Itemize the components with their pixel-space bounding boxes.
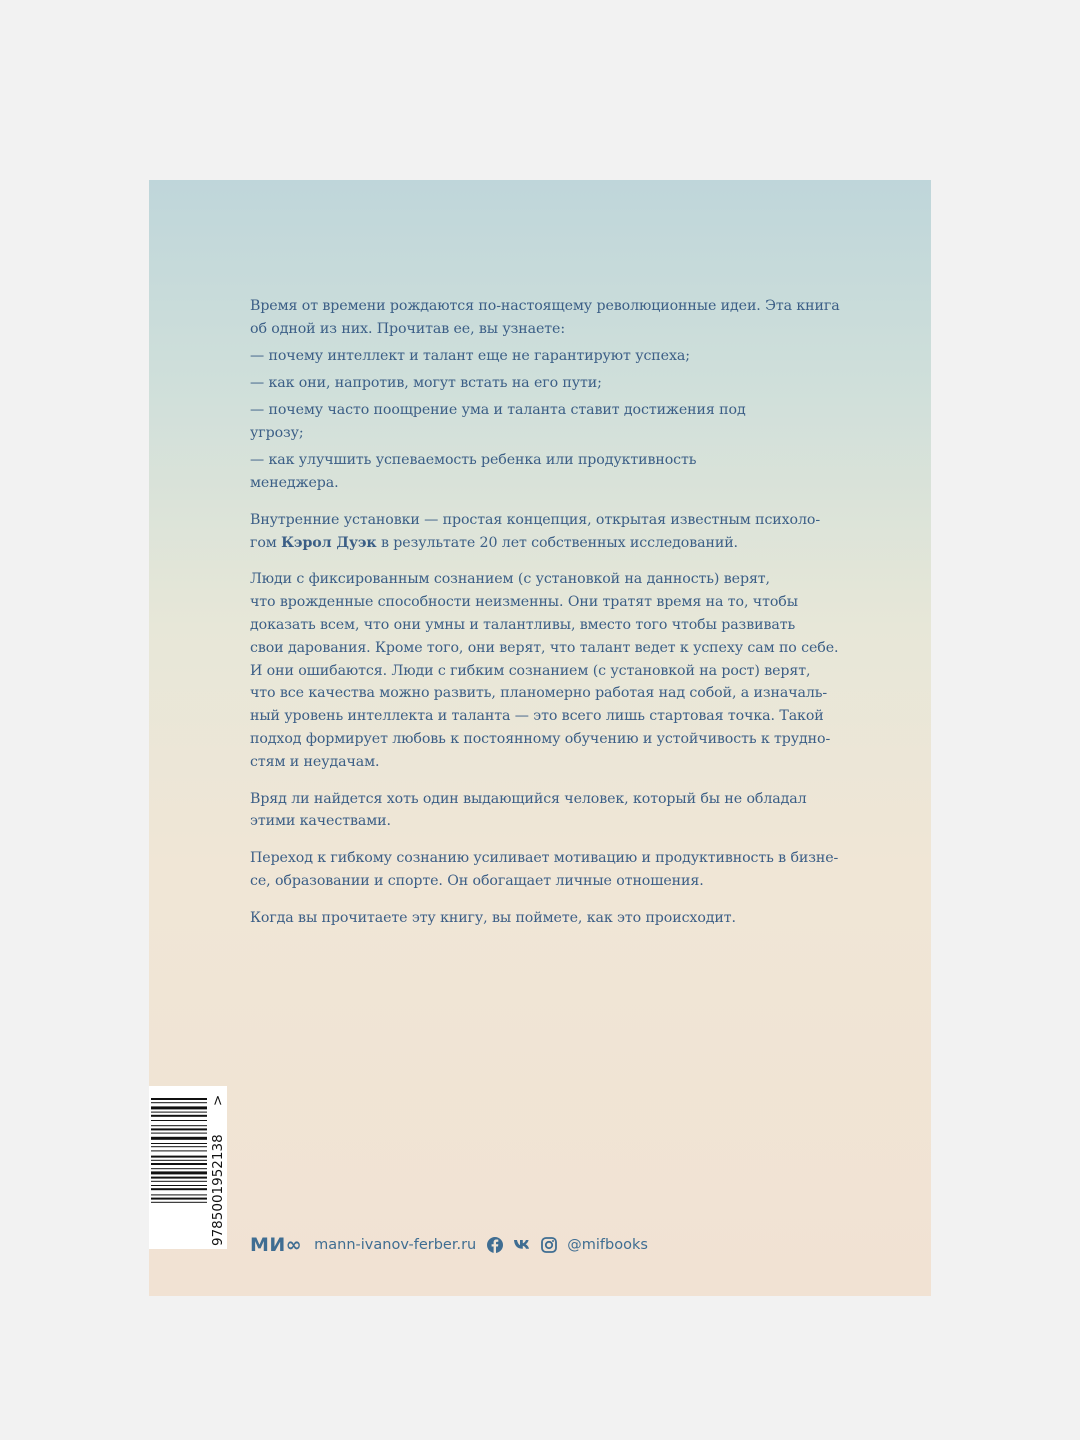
barcode-bar — [151, 1202, 207, 1203]
mindset-line: подход формирует любовь к постоянному обучению и устойчивость к трудно- — [250, 731, 831, 748]
barcode-bar — [151, 1181, 207, 1182]
mindset-line: И они ошибаются. Люди с гибким сознанием (с установкой на рост) верят, — [250, 662, 811, 679]
barcode-bar — [151, 1112, 207, 1113]
mindset-line: что врожденные способности неизменны. Они тратят время на то, чтобы — [250, 594, 798, 611]
intro-paragraph — [250, 295, 840, 341]
bullet-item: — как они, напротив, могут встать на его пути; — [250, 374, 602, 391]
instagram-icon[interactable] — [540, 1236, 558, 1254]
book-back-cover — [149, 180, 931, 1296]
barcode-bar — [151, 1137, 207, 1140]
barcode-bar — [151, 1106, 207, 1109]
mindset-paragraph — [250, 568, 839, 773]
barcode-bar — [151, 1115, 207, 1117]
bullet-item: — как улучшить успеваемость ребенка или продуктивность менеджера. — [250, 452, 697, 492]
outstanding-paragraph — [250, 788, 807, 834]
concept-paragraph — [250, 509, 821, 555]
mindset-line: стям и неудачам. — [250, 753, 380, 770]
barcode-bar — [151, 1171, 207, 1174]
social-handle[interactable]: @mifbooks — [567, 1237, 648, 1253]
barcode-arrow: > — [210, 1094, 226, 1106]
mindset-line: доказать всем, что они умны и талантливы, вместо того чтобы развивать — [250, 617, 796, 634]
mindset-line: ный уровень интеллекта и таланта — это всего лишь стартовая точка. Такой — [250, 708, 824, 725]
barcode-bar — [151, 1156, 207, 1158]
barcode-bar — [151, 1150, 207, 1151]
barcode-bar — [151, 1098, 207, 1100]
publisher-footer — [250, 1232, 648, 1258]
concept-line — [250, 532, 780, 555]
barcode-bar — [151, 1125, 207, 1126]
intro-line: Время от времени рождаются по-настоящему революционные идеи. Эта книга — [250, 298, 840, 314]
vk-icon[interactable] — [513, 1236, 531, 1254]
barcode-bar — [151, 1143, 207, 1144]
barcode-bar — [151, 1133, 207, 1134]
bullet-item: — почему часто поощрение ума и таланта ставит достижения под угрозу; — [250, 402, 746, 441]
mindset-line: что все качества можно развить, планомерно работая над собой, а изначаль- — [250, 685, 828, 702]
barcode-bar — [151, 1177, 207, 1179]
publisher-logo: МИ∞ — [250, 1234, 303, 1256]
concept-line: Внутренние установки — простая концепция, открытая известным психоло- — [250, 511, 821, 528]
facebook-icon[interactable] — [486, 1236, 504, 1254]
isbn-barcode — [149, 1086, 227, 1249]
author-name: Кэрол Дуэк — [281, 534, 377, 551]
barcode-bar — [151, 1185, 207, 1186]
intro-line: об одной из них. Прочитав ее, вы узнаете: — [250, 320, 566, 337]
barcode-bar — [151, 1120, 207, 1121]
barcode-bar — [151, 1198, 207, 1200]
annotation-text — [250, 295, 840, 944]
mindset-line: Люди с фиксированным сознанием (с установкой на данность) верят, — [250, 571, 770, 588]
closing-paragraph: Когда вы прочитаете эту книгу, вы поймете, как это происходит. — [250, 909, 736, 926]
barcode-bar — [151, 1146, 207, 1147]
bullet-item: — почему интеллект и талант еще не гарантируют успеха; — [250, 347, 690, 364]
concept-prefix: гом — [250, 534, 282, 551]
concept-suffix: в результате 20 лет собственных исследований. — [376, 534, 738, 551]
transition-line: се, образовании и спорте. Он обогащает личные отношения. — [250, 873, 704, 890]
transition-line: Переход к гибкому сознанию усиливает мотивацию и продуктивность в бизне- — [250, 850, 839, 867]
barcode-number: 9785001952138 — [210, 1134, 226, 1246]
barcode-bar — [151, 1102, 207, 1103]
barcode-bar — [151, 1160, 207, 1161]
barcode-bar — [151, 1168, 207, 1169]
outstanding-line: Вряд ли найдется хоть один выдающийся человек, который бы не обладал — [250, 790, 807, 807]
outstanding-line: этими качествами. — [250, 813, 391, 830]
mindset-line: свои дарования. Кроме того, они верят, что талант ведет к успеху сам по себе. — [250, 639, 839, 656]
barcode-bar — [151, 1194, 207, 1195]
transition-paragraph — [250, 847, 839, 893]
barcode-graphic — [149, 1086, 227, 1249]
barcode-bar — [151, 1128, 207, 1130]
website-link[interactable]: mann-ivanov-ferber.ru — [314, 1237, 477, 1253]
barcode-bar — [151, 1188, 207, 1190]
barcode-bar — [151, 1163, 207, 1165]
